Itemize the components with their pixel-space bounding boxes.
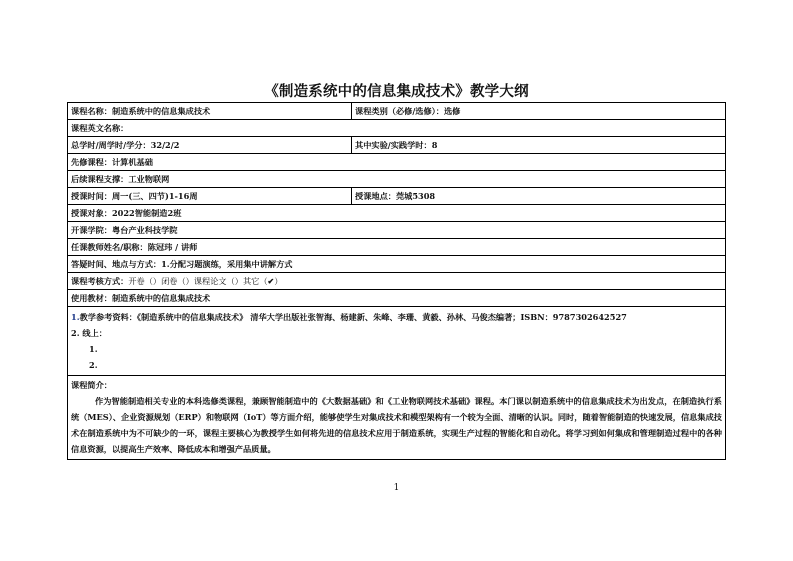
syllabus-table [67,102,726,460]
row-college [68,222,725,239]
row-references [68,307,725,376]
intro-label: 课程简介： [71,380,112,390]
hours-value: 32/2/2 [150,140,180,150]
page-title: 《制造系统中的信息集成技术》教学大纲 [264,83,529,100]
course-type-label: 课程类别（必修/选修）： [355,106,444,116]
exam-options: 开卷（）闭卷（）课程论文（）其它（ [128,276,268,286]
lab-hours-label: 其中实验/实践学时： [355,140,432,150]
reference-line-2: 2. 线上： [71,328,107,338]
prereq-value: 计算机基础 [111,157,153,167]
teacher-label: 任课教师姓名/职称： [71,242,148,252]
place-value: 莞城5308 [395,191,436,201]
row-english-name [68,120,725,137]
reference-line-3: 1. [89,344,98,354]
exam-close: ） [274,276,283,286]
reference-line-4: 2. [89,360,98,370]
qa-label: 答疑时间、地点与方式： [71,259,162,269]
page-number: 1 [393,483,400,493]
audience-label: 授课对象： [71,208,112,218]
check-icon: ✔ [267,276,275,286]
row-course-name [68,103,725,120]
row-textbook [68,290,725,307]
college-value: 粤台产业科技学院 [111,225,178,235]
row-hours [68,137,725,154]
intro-text: 作为智能制造相关专业的本科选修类课程，兼顾智能制造中的《大数据基础》和《工业物联网技术基础》课程。本门课以制造系统中的信息集成技术为出发点，在制造执行系统（MES）、企业资源规划（ERP）和物联网（IoT）等方面介绍，能够使学生对集成技术和模型架构有一个较为全面、清晰的认识。同时，随着智能制造的快速发展，信息集成技术在制造系统中为不可缺少的一环，课程主要核心为教授学生如何将先进的信息技术应用于制造系统，实现生产过程的智能化和自动化。将学习到如何集成和管理制造过程中的各种信息资源，以提高生产效率、降低成本和增强产品质量。 [71,396,722,454]
course-type-value: 选修 [443,106,461,116]
row-audience [68,205,725,222]
follow-value: 工业物联网 [128,174,170,184]
row-teacher [68,239,725,256]
course-name-label: 课程名称： [71,106,112,116]
row-qa [68,256,725,273]
prereq-label: 先修课程： [71,157,112,167]
reference-label: 教学参考资料： [79,312,137,322]
audience-value: 2022智能制造2班 [111,208,182,218]
row-prereq [68,154,725,171]
reference-prefix: 1. [71,312,80,322]
hours-label: 总学时/周学时/学分： [71,140,151,150]
time-value: 周一(三、四节)1-16周 [111,191,198,201]
place-label: 授课地点： [355,191,396,201]
college-label: 开课学院： [71,225,112,235]
teacher-value: 陈冠玮 / 讲师 [147,242,198,252]
textbook-value: 制造系统中的信息集成技术 [111,293,211,303]
reference-text: 《制造系统中的信息集成技术》 清华大学出版社张智海、杨建新、朱峰、李珊、黄毅、孙林、马俊杰编著；ISBN：9787302642527 [136,312,627,322]
follow-label: 后续课程支撑： [71,174,129,184]
english-name-label: 课程英文名称： [71,123,129,133]
row-time [68,188,725,205]
time-label: 授课时间： [71,191,112,201]
qa-value: 1.分配习题演练，采用集中讲解方式 [161,259,293,269]
course-name-value: 制造系统中的信息集成技术 [111,106,211,116]
textbook-label: 使用教材： [71,293,112,303]
row-follow [68,171,725,188]
row-exam [68,273,725,290]
lab-hours-value: 8 [431,140,438,150]
row-intro [68,376,725,459]
exam-label: 课程考核方式： [71,276,129,286]
reference-line-1 [71,309,722,325]
